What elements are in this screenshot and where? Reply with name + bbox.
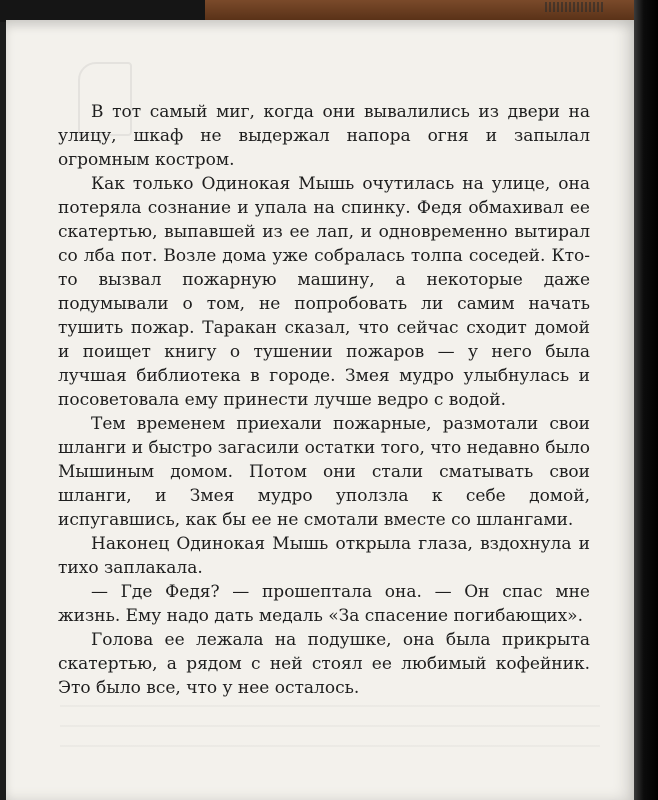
top-stamp-mark [545,2,605,12]
paragraph: Тем временем приехали пожарные, размотали свои шланги и быстро загасили остатки того, что недавно было Мышиным домом. Потом они стали сматывать свои шланги, и Змея мудро уползла к себе домой, испугавшись, как бы ее не смотали вместе со шлангами. [58,414,590,530]
paragraph: Как только Одинокая Мышь очутилась на улице, она потеряла сознание и упала на спинку. Федя обмахивал ее скатертью, выпавшей из ее лап, и одновременно вытирал со лба пот. Возле дома уже собралась толпа соседей. Кто-то вызвал пожарную машину, а некоторые даже подумывали о том, не попробовать ли самим начать тушить пожар. Таракан сказал, что сейчас сходит домой и поищет книгу о тушении пожаров — у него была лучшая библиотека в городе. Змея мудро улыбнулась и посоветовала ему принести лучше ведро с водой. [58,174,590,410]
paragraph: Голова ее лежала на подушке, она была прикрыта скатертью, а рядом с ней стоял ее любимый кофейник. Это было все, что у нее осталось. [58,630,590,698]
body-text [58,100,590,700]
book-spine-shadow [634,0,658,800]
paragraph: В тот самый миг, когда они вывалились из двери на улицу, шкаф не выдержал напора огня и запылал огромным костром. [58,102,590,170]
show-through-lines [60,705,600,755]
paragraph: Наконец Одинокая Мышь открыла глаза, вздохнула и тихо заплакала. [58,534,590,578]
paragraph: — Где Федя? — прошептала она. — Он спас мне жизнь. Ему надо дать медаль «За спасение погибающих». [58,582,590,626]
top-cover-edge [205,0,645,21]
